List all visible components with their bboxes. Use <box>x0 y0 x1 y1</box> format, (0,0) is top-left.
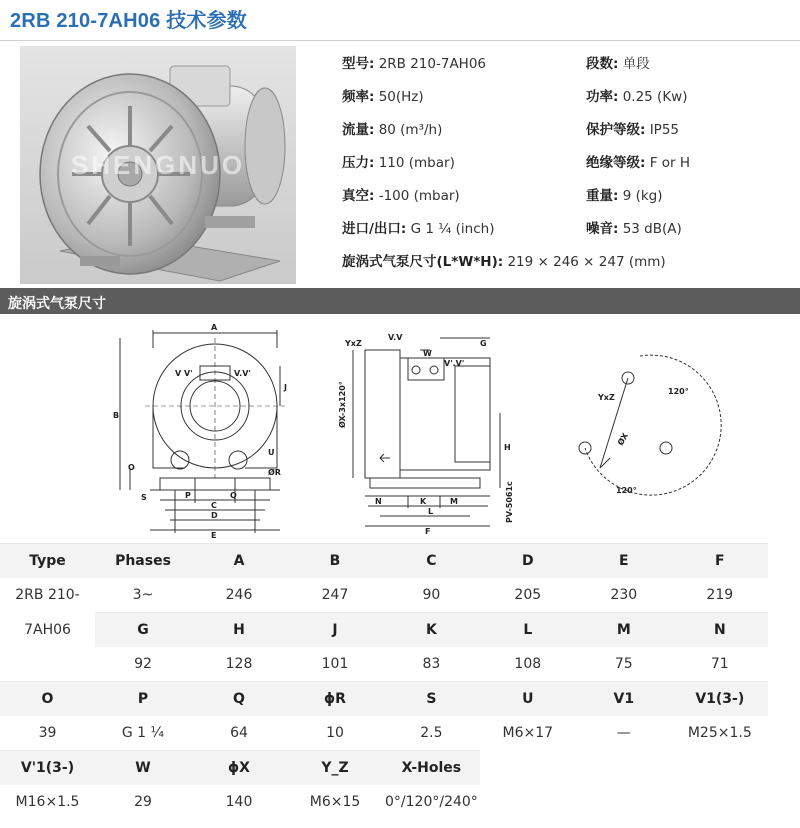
table-cell: 108 <box>480 647 576 682</box>
table-cell: 10 <box>287 716 383 751</box>
table-cell: 2RB 210- <box>0 578 95 613</box>
table-cell-empty <box>576 785 672 820</box>
table-cell: 29 <box>95 785 191 820</box>
dim-label-j: J <box>284 383 287 392</box>
spec-weight: 重量: 9 (kg) <box>586 188 663 204</box>
dim-label-o: O <box>128 463 135 472</box>
dim-label-e: E <box>211 531 217 540</box>
spec-flow: 流量: 80 (m³/h) <box>342 122 443 138</box>
dim-label-g: G <box>480 339 487 348</box>
dim-label-f: F <box>425 527 431 536</box>
dim-label-angle-1: 120° <box>668 387 689 396</box>
dim-label-s: S <box>141 493 147 502</box>
title-divider <box>0 40 800 41</box>
table-cell: 140 <box>191 785 287 820</box>
table-header-cell: N <box>672 613 768 648</box>
table-cell: 83 <box>383 647 480 682</box>
dim-label-vv2: V.V' <box>234 369 251 378</box>
table-cell: 64 <box>191 716 287 751</box>
watermark-text: SHENGNUO <box>70 150 246 180</box>
spec-insulation: 绝缘等级: F or H <box>586 155 691 171</box>
table-cell: 3~ <box>95 578 191 613</box>
table-header-cell: F <box>672 544 768 579</box>
dim-label-vv4: V'.V' <box>444 359 465 368</box>
page-title: 2RB 210-7AH06 技术参数 <box>10 10 248 32</box>
table-header-cell: V'1(3-) <box>0 751 95 786</box>
table-row <box>0 647 768 682</box>
table-header-cell: Y_Z <box>287 751 383 786</box>
table-cell: M6×15 <box>287 785 383 820</box>
hole-pattern-view <box>579 355 721 495</box>
dim-label-l: L <box>428 507 434 516</box>
table-header-cell: ϕR <box>287 682 383 717</box>
table-cell: 39 <box>0 716 95 751</box>
table-header-cell: D <box>480 544 576 579</box>
table-header-cell: H <box>191 613 287 648</box>
dim-label-n: N <box>375 497 382 506</box>
table-header-row <box>0 544 768 579</box>
table-header-cell: M <box>576 613 672 648</box>
blower-illustration <box>20 46 296 284</box>
product-photo <box>20 46 296 284</box>
dim-label-p: P <box>185 491 191 500</box>
table-cell: 246 <box>191 578 287 613</box>
table-row <box>0 785 768 820</box>
table-header-row <box>0 613 768 648</box>
table-header-cell: G <box>95 613 191 648</box>
table-header-cell: W <box>95 751 191 786</box>
table-cell-empty <box>480 785 576 820</box>
spec-model: 型号: 2RB 210-7AH06 <box>342 56 487 72</box>
table-header-cell: ϕX <box>191 751 287 786</box>
table-header-row <box>0 751 768 786</box>
dim-label-b: B <box>113 411 120 420</box>
spec-port: 进口/出口: G 1 ¼ (inch) <box>342 221 495 237</box>
dim-label-angle-2: 120° <box>616 486 637 495</box>
table-header-row <box>0 682 768 717</box>
dim-label-w: W <box>423 349 432 358</box>
section-header: 旋涡式气泵尺寸 <box>0 288 800 314</box>
spec-stage: 段数: 单段 <box>586 56 650 72</box>
dimension-drawing <box>0 318 800 540</box>
table-header-cell: Q <box>191 682 287 717</box>
table-cell: M25×1.5 <box>672 716 768 751</box>
table-header-cell: X-Holes <box>383 751 480 786</box>
table-cell: 2.5 <box>383 716 480 751</box>
dim-label-m: M <box>450 497 458 506</box>
table-header-cell: A <box>191 544 287 579</box>
front-view <box>120 330 285 533</box>
table-header-cell: V1 <box>576 682 672 717</box>
table-cell: 247 <box>287 578 383 613</box>
dim-label-r: ØR <box>268 468 281 477</box>
table-cell: 7AH06 <box>0 613 95 648</box>
table-header-cell: Type <box>0 544 95 579</box>
table-cell: 90 <box>383 578 480 613</box>
dim-label-h: H <box>504 443 511 452</box>
spec-frequency: 频率: 50(Hz) <box>342 89 424 105</box>
table-header-cell: P <box>95 682 191 717</box>
spec-vacuum: 真空: -100 (mbar) <box>342 188 460 204</box>
table-cell-empty <box>0 647 95 682</box>
dim-label-q: Q <box>230 491 237 500</box>
table-cell: 92 <box>95 647 191 682</box>
dim-label-k: K <box>420 497 427 506</box>
table-header-cell: Phases <box>95 544 191 579</box>
spec-noise: 噪音: 53 dB(A) <box>586 221 682 237</box>
table-header-cell: E <box>576 544 672 579</box>
spec-protection: 保护等级: IP55 <box>586 122 679 138</box>
table-cell: M6×17 <box>480 716 576 751</box>
table-cell: 71 <box>672 647 768 682</box>
table-cell: M16×1.5 <box>0 785 95 820</box>
table-header-cell: B <box>287 544 383 579</box>
table-header-cell: U <box>480 682 576 717</box>
dim-label-x-holes: ØX-3x120° <box>338 381 347 428</box>
table-cell: 101 <box>287 647 383 682</box>
table-cell: 128 <box>191 647 287 682</box>
dim-label-yxz-side: YxZ <box>345 339 362 348</box>
dim-label-d: D <box>211 511 218 520</box>
spec-size: 旋涡式气泵尺寸(L*W*H): 219 × 246 × 247 (mm) <box>342 254 666 270</box>
drawing-code: PV-5061c <box>505 481 514 523</box>
table-header-cell: V1(3-) <box>672 682 768 717</box>
table-cell: 219 <box>672 578 768 613</box>
table-cell: G 1 ¼ <box>95 716 191 751</box>
table-row <box>0 578 768 613</box>
table-cell: 0°/120°/240° <box>383 785 480 820</box>
dim-label-yxz-holes: YxZ <box>598 393 615 402</box>
table-header-cell: K <box>383 613 480 648</box>
dim-label-u: U <box>268 448 275 457</box>
table-header-cell: L <box>480 613 576 648</box>
dim-label-c: C <box>211 501 217 510</box>
table-cell-empty <box>576 751 672 786</box>
table-cell-empty <box>672 751 768 786</box>
table-header-cell: O <box>0 682 95 717</box>
spec-power: 功率: 0.25 (Kw) <box>586 89 688 105</box>
dim-label-vv1: V V' <box>175 369 193 378</box>
table-cell: 230 <box>576 578 672 613</box>
table-cell: — <box>576 716 672 751</box>
table-row <box>0 716 768 751</box>
parameters-table <box>0 543 768 820</box>
table-cell: 75 <box>576 647 672 682</box>
table-header-cell: C <box>383 544 480 579</box>
table-header-cell: J <box>287 613 383 648</box>
table-cell-empty <box>480 751 576 786</box>
table-cell: 205 <box>480 578 576 613</box>
dim-label-a: A <box>211 323 218 332</box>
table-header-cell: S <box>383 682 480 717</box>
dim-label-x: ØX <box>615 431 631 447</box>
table-cell-empty <box>672 785 768 820</box>
dim-label-vv3: V.V <box>388 333 403 342</box>
spec-pressure: 压力: 110 (mbar) <box>342 155 455 171</box>
